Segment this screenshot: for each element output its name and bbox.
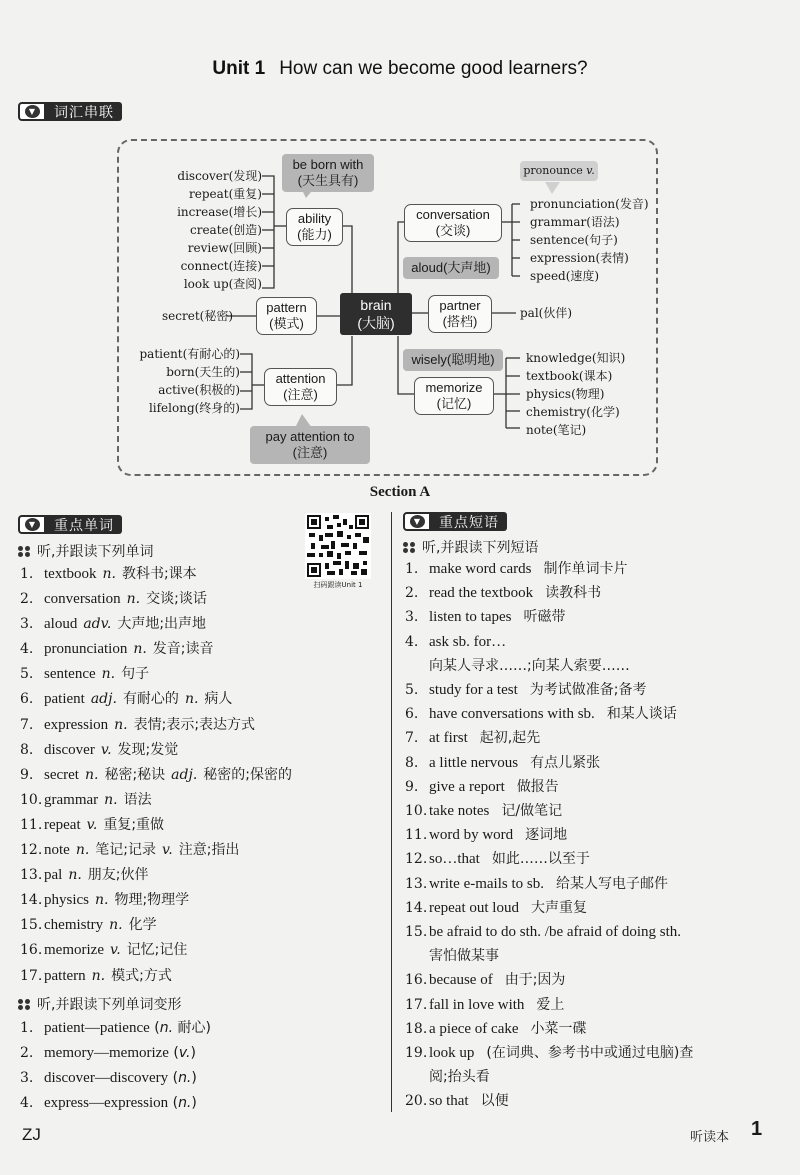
part-of-speech: v. [109, 942, 121, 959]
part-of-speech: v. [162, 842, 173, 859]
list-item [405, 702, 775, 726]
attention-word-list [130, 345, 240, 417]
list-item [405, 726, 775, 750]
list-item [405, 751, 775, 775]
part-of-speech: n. [95, 892, 109, 909]
word-meaning: 句子 [121, 666, 150, 683]
item-number: 8. [405, 754, 419, 771]
phrase-meaning: 有点儿紧张 [530, 754, 601, 771]
audio-dots-icon [18, 546, 31, 557]
form-annotation: (n. 耐心) [154, 1020, 211, 1036]
phrase-english: so that [429, 1093, 469, 1110]
word-english: patient [44, 691, 85, 708]
list-item [20, 738, 292, 763]
pattern-word: secret(秘密) [162, 309, 234, 323]
item-number: 7. [20, 716, 34, 733]
list-item [20, 888, 292, 913]
list-item [405, 1089, 775, 1113]
item-number: 3. [405, 609, 419, 626]
word-meaning: 交谈;谈话 [146, 591, 207, 608]
list-item [20, 1016, 211, 1041]
list-item [405, 920, 775, 944]
mind-map-lines [0, 0, 800, 500]
key-words-tag: ▼ 重点单词 [18, 515, 122, 534]
list-item [20, 838, 292, 863]
item-number: 16. [405, 972, 428, 989]
node-partner: partner (搭档) [428, 295, 492, 333]
phrase-english: take notes [429, 803, 490, 820]
word-english: expression [44, 716, 109, 733]
word-form: discover—discovery [44, 1070, 169, 1087]
word-meaning: 语法 [123, 791, 152, 808]
list-item-continued [405, 1065, 775, 1089]
list-item [20, 612, 292, 637]
phrase-english: read the textbook [429, 585, 534, 602]
phrase-meaning: 和某人谈话 [606, 706, 677, 723]
word-english: discover [44, 741, 95, 758]
item-number: 1. [20, 566, 34, 582]
word-english: memorize [44, 942, 104, 959]
list-item: review(回顾) [187, 241, 262, 255]
word-english: pal [44, 867, 63, 884]
word-meaning: 模式;方式 [111, 967, 172, 984]
item-number: 10. [20, 791, 43, 808]
list-item [405, 605, 775, 629]
item-number: 8. [20, 741, 34, 758]
list-item: patient(有耐心的) [139, 347, 240, 361]
phrase-meaning: 大声重复 [530, 899, 587, 916]
item-number: 4. [20, 641, 34, 658]
word-english: textbook [44, 566, 97, 582]
item-number: 5. [405, 682, 419, 699]
list-item: knowledge(知识) [526, 351, 626, 365]
word-meaning: 病人 [204, 691, 233, 708]
word-meaning: 物理;物理学 [114, 892, 190, 909]
list-item: sentence(句子) [530, 233, 618, 247]
key-phrases-subheading: 听,并跟读下列短语 [403, 537, 538, 557]
part-of-speech: v. [86, 816, 98, 833]
word-form: memory—memorize [44, 1045, 169, 1062]
callout-be-born-with: be born with (天生具有) [282, 154, 374, 192]
item-number: 6. [405, 706, 419, 723]
node-pattern: pattern (模式) [256, 297, 317, 335]
phrase-meaning: 记/做笔记 [501, 803, 563, 820]
list-item [20, 813, 292, 838]
list-item: grammar(语法) [530, 215, 620, 229]
phrase-english: write e-mails to sb. [429, 875, 544, 892]
word-english: chemistry [44, 917, 104, 934]
node-brain: brain (大脑) [340, 293, 412, 335]
list-item [20, 913, 292, 938]
list-item: active(积极的) [158, 383, 240, 397]
part-of-speech: n. [102, 566, 116, 582]
word-forms-list [20, 1016, 211, 1116]
list-item [20, 938, 292, 963]
word-form: express—expression [44, 1095, 169, 1112]
word-meaning: 教科书;课本 [121, 566, 197, 582]
list-item: speed(速度) [530, 269, 600, 283]
footer-code: ZJ [22, 1125, 41, 1144]
list-item [20, 763, 292, 788]
phrase-english: give a report [429, 778, 505, 795]
phrase-meaning: 听磁带 [523, 609, 566, 626]
word-english: pattern [44, 967, 86, 984]
word-meaning: 有耐心的 [122, 691, 179, 708]
list-item [20, 1091, 211, 1116]
form-annotation: (n.) [172, 1095, 197, 1112]
list-item [405, 823, 775, 847]
item-number: 17. [20, 967, 43, 984]
list-item [20, 713, 292, 738]
word-meaning: 大声地;出声地 [117, 616, 207, 633]
list-item [20, 662, 292, 687]
phrase-english: a little nervous [429, 754, 519, 771]
key-phrases-tag: ▼ 重点短语 [403, 512, 507, 531]
form-annotation: (v.) [173, 1045, 196, 1062]
item-number: 14. [20, 892, 43, 909]
item-number: 11. [20, 816, 43, 833]
footer-label: 听读本 [690, 1130, 730, 1145]
item-number: 15. [20, 917, 43, 934]
phrase-english: listen to tapes [429, 609, 512, 626]
item-number: 2. [20, 1045, 34, 1062]
phrase-english: ask sb. for… [429, 633, 507, 650]
vocab-section-tag: ▼ 词汇串联 [18, 102, 122, 121]
list-item [405, 993, 775, 1017]
chevron-down-icon: ▼ [403, 512, 431, 531]
phrase-english: at first [429, 730, 468, 747]
page-number: 1 [751, 1118, 763, 1140]
callout-pay-attention-to: pay attention to (注意) [250, 426, 370, 464]
phrase-meaning: (在词典、参考书中或通过电脑)查 [486, 1045, 694, 1062]
list-item: chemistry(化学) [526, 405, 620, 419]
word-meaning: 记忆;记住 [126, 942, 188, 959]
phrase-meaning: 为考试做准备;备考 [529, 682, 647, 699]
key-phrases-list [405, 557, 775, 1114]
list-item: create(创造) [189, 223, 262, 237]
column-divider [391, 512, 392, 1112]
list-item-continued [405, 944, 775, 968]
word-english: repeat [44, 816, 81, 833]
list-item: lifelong(终身的) [148, 401, 240, 415]
word-meaning: 重复;重做 [103, 816, 165, 833]
phrase-meaning: 害怕做某事 [429, 948, 499, 965]
part-of-speech: n. [101, 666, 116, 683]
part-of-speech: v. [100, 741, 112, 758]
item-number: 3. [20, 1070, 34, 1087]
item-number: 11. [405, 827, 428, 844]
chevron-down-icon: ▼ [18, 515, 46, 534]
part-of-speech: n. [159, 1020, 174, 1036]
phrase-english: make word cards [429, 561, 532, 577]
list-item: look up(查阅) [183, 277, 262, 291]
list-item: physics(物理) [526, 387, 605, 401]
qr-caption: 扫码跟读Unit 1 [313, 581, 363, 589]
word-forms-subheading: 听,并跟读下列单词变形 [18, 994, 181, 1014]
item-number: 6. [20, 691, 34, 708]
word-meaning: 表情;表示;表达方式 [133, 716, 256, 733]
phrase-meaning: 以便 [480, 1093, 509, 1110]
audio-dots-icon [403, 542, 416, 553]
list-item: connect(连接) [180, 259, 262, 273]
chevron-down-icon: ▼ [18, 102, 46, 121]
phrase-meaning: 给某人写电子邮件 [555, 875, 668, 892]
item-number: 15. [405, 924, 428, 941]
qr-code-icon [305, 513, 371, 579]
list-item [405, 1041, 775, 1065]
list-item [405, 872, 775, 896]
item-number: 2. [405, 585, 419, 602]
phrase-meaning: 爱上 [536, 996, 565, 1013]
item-number: 5. [20, 666, 34, 683]
part-of-speech: adj. [90, 691, 117, 708]
part-of-speech: n. [178, 1095, 192, 1112]
part-of-speech: adj. [171, 766, 198, 783]
item-number: 1. [20, 1020, 34, 1036]
phrase-english: have conversations with sb. [429, 706, 595, 723]
phrase-meaning: 制作单词卡片 [543, 561, 628, 577]
key-words-subheading: 听,并跟读下列单词 [18, 541, 153, 561]
item-number: 13. [405, 875, 428, 892]
word-form: patient—patience [44, 1020, 150, 1036]
list-item [405, 1017, 775, 1041]
callout-wisely: wisely(聪明地) [403, 349, 503, 371]
key-words-list [20, 562, 292, 989]
list-item [20, 863, 292, 888]
item-number: 16. [20, 942, 43, 959]
word-meaning: 发音;读音 [152, 641, 214, 658]
word-english: aloud [44, 616, 78, 633]
part-of-speech: n. [68, 867, 82, 884]
item-number: 12. [405, 851, 428, 868]
list-item: repeat(重复) [189, 187, 262, 201]
list-item [20, 587, 292, 612]
list-item: increase(增长) [177, 205, 262, 219]
unit-label: Unit 1 [212, 58, 266, 79]
list-item-continued [405, 654, 775, 678]
partner-word: pal(伙伴) [520, 306, 573, 320]
section-title: Section A [369, 484, 431, 500]
word-english: pronunciation [44, 641, 128, 658]
list-item [405, 557, 775, 581]
list-item: discover(发现) [177, 169, 262, 183]
part-of-speech: n. [126, 591, 141, 608]
phrase-meaning: 阅;抬头看 [429, 1069, 490, 1086]
part-of-speech: n. [109, 917, 123, 934]
word-meaning: 秘密的;保密的 [203, 766, 292, 783]
callout-aloud: aloud(大声地) [403, 257, 499, 279]
phrase-english: be afraid to do sth. /be afraid of doing sth. [429, 924, 682, 941]
form-meaning: 耐心 [177, 1020, 206, 1036]
word-english: conversation [44, 591, 121, 608]
node-conversation: conversation (交谈) [404, 204, 502, 242]
list-item [20, 1066, 211, 1091]
unit-question: How can we become good learners? [279, 58, 588, 79]
item-number: 14. [405, 899, 428, 916]
word-meaning: 化学 [128, 917, 157, 934]
phrase-meaning: 起初,起先 [479, 730, 541, 747]
list-item: expression(表情) [530, 251, 629, 265]
word-meaning: 笔记;记录 [95, 842, 157, 859]
phrase-meaning: 由于;因为 [504, 972, 566, 989]
item-number: 17. [405, 996, 428, 1013]
list-item [405, 847, 775, 871]
list-item [20, 687, 292, 712]
phrase-english: study for a test [429, 682, 518, 699]
part-of-speech: adv. [83, 616, 112, 633]
part-of-speech: v. [178, 1045, 191, 1062]
phrase-english: look up [429, 1045, 475, 1062]
node-ability: ability (能力) [286, 208, 343, 246]
phrase-english: so…that [429, 851, 480, 868]
phrase-english: word by word [429, 827, 514, 844]
conversation-word-list [530, 195, 649, 285]
list-item [405, 799, 775, 823]
phrase-meaning: 向某人寻求……;向某人索要…… [429, 657, 630, 674]
phrase-english: because of [429, 972, 493, 989]
item-number: 2. [20, 591, 34, 608]
word-meaning: 秘密;秘诀 [104, 766, 166, 783]
memorize-word-list [526, 349, 625, 439]
item-number: 9. [405, 778, 419, 795]
item-number: 20. [405, 1093, 428, 1110]
phrase-english: repeat out loud [429, 899, 519, 916]
list-item [20, 637, 292, 662]
list-item: textbook(课本) [526, 369, 613, 383]
word-english: note [44, 842, 70, 859]
word-english: sentence [44, 666, 96, 683]
phrase-meaning: 如此……以至于 [491, 851, 590, 868]
word-meaning: 发现;发觉 [117, 741, 179, 758]
qr-code[interactable] [305, 513, 371, 579]
form-annotation: (n.) [172, 1070, 197, 1087]
part-of-speech: n. [84, 766, 99, 783]
phrase-meaning: 做报告 [516, 778, 559, 795]
phrase-meaning: 小菜一碟 [530, 1020, 587, 1037]
callout-pronounce: pronounce v. [520, 161, 598, 181]
ability-word-list [160, 167, 262, 293]
item-number: 4. [405, 633, 419, 650]
node-attention: attention (注意) [264, 368, 337, 406]
item-number: 4. [20, 1095, 34, 1112]
list-item [405, 968, 775, 992]
item-number: 19. [405, 1045, 428, 1062]
part-of-speech: n. [91, 967, 106, 984]
part-of-speech: n. [114, 716, 128, 733]
list-item [20, 788, 292, 813]
part-of-speech: n. [133, 641, 147, 658]
item-number: 18. [405, 1020, 428, 1037]
list-item [405, 896, 775, 920]
item-number: 7. [405, 730, 419, 747]
list-item [405, 678, 775, 702]
list-item [20, 964, 292, 989]
list-item [405, 630, 775, 654]
part-of-speech: n. [184, 691, 199, 708]
item-number: 10. [405, 803, 428, 820]
word-english: grammar [44, 791, 99, 808]
list-item: pronunciation(发音) [530, 197, 649, 211]
list-item [405, 775, 775, 799]
phrase-meaning: 读教科书 [545, 585, 602, 602]
part-of-speech: n. [75, 842, 90, 859]
word-meaning: 注意;指出 [178, 842, 240, 859]
list-item: born(天生的) [166, 365, 240, 379]
item-number: 3. [20, 616, 34, 633]
list-item [405, 581, 775, 605]
word-english: secret [44, 766, 79, 783]
phrase-english: a piece of cake [429, 1020, 519, 1037]
item-number: 1. [405, 561, 419, 577]
part-of-speech: n. [178, 1070, 192, 1087]
phrase-english: fall in love with [429, 996, 525, 1013]
list-item [20, 562, 292, 587]
audio-dots-icon [18, 999, 31, 1010]
list-item [20, 1041, 211, 1066]
item-number: 13. [20, 867, 43, 884]
word-meaning: 朋友;伙伴 [87, 867, 149, 884]
part-of-speech: n. [104, 791, 118, 808]
word-english: physics [44, 892, 89, 909]
item-number: 9. [20, 766, 34, 783]
item-number: 12. [20, 842, 43, 859]
list-item: note(笔记) [526, 423, 587, 437]
phrase-meaning: 逐词地 [525, 827, 568, 844]
node-memorize: memorize (记忆) [414, 377, 494, 415]
